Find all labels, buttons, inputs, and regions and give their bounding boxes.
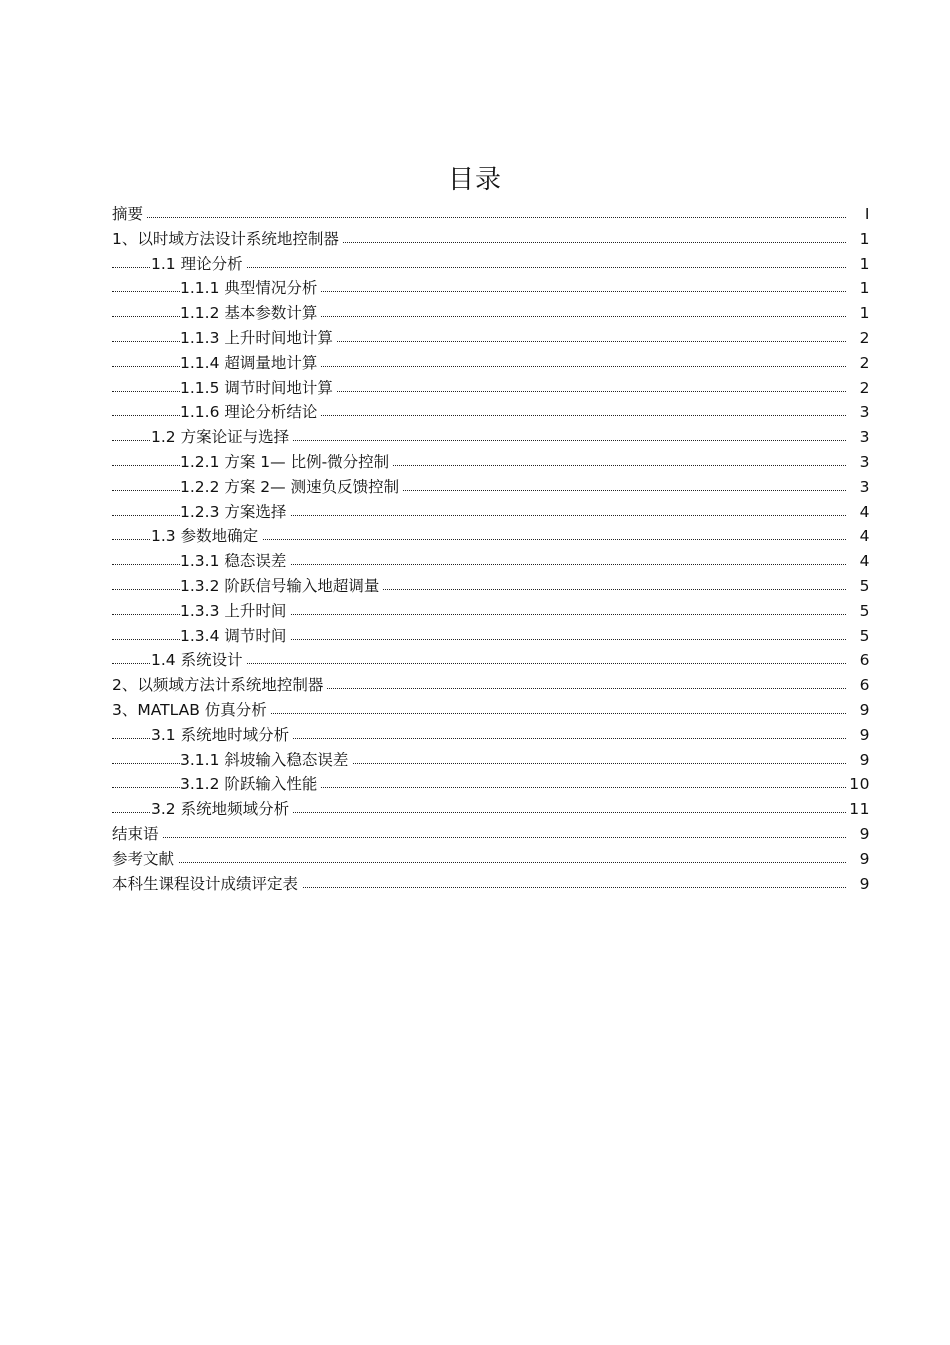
toc-entry[interactable] (0, 549, 950, 574)
toc-entry-label: 3、MATLAB 仿真分析 (112, 698, 271, 723)
toc-entry-label: 1、以时域方法设计系统地控制器 (112, 227, 343, 252)
toc-entry[interactable] (0, 500, 950, 525)
toc-entry-label: 1.1.2 基本参数计算 (180, 301, 321, 326)
toc-entry-page: 9 (846, 748, 870, 773)
toc-entry[interactable] (0, 252, 950, 277)
toc-entry[interactable] (0, 524, 950, 549)
toc-entry-label: 1.3.3 上升时间 (180, 599, 290, 624)
toc-entry-label: 1.2.2 方案 2— 测速负反馈控制 (180, 475, 403, 500)
toc-entry-page: 1 (846, 276, 870, 301)
toc-entry-page: 5 (846, 574, 870, 599)
table-of-contents (0, 202, 950, 896)
toc-entry-page: 3 (846, 400, 870, 425)
toc-entry[interactable] (0, 202, 950, 227)
toc-entry[interactable] (0, 847, 950, 872)
toc-entry[interactable] (0, 872, 950, 897)
toc-entry-page: 3 (846, 475, 870, 500)
toc-entry[interactable] (0, 227, 950, 252)
toc-leader-dots (112, 217, 870, 218)
toc-entry-label: 3.1.1 斜坡输入稳态误差 (180, 748, 352, 773)
toc-entry-page: 4 (846, 524, 870, 549)
toc-entry[interactable] (0, 351, 950, 376)
toc-entry-page: 4 (846, 500, 870, 525)
toc-entry-page: 11 (846, 797, 870, 822)
toc-entry-page: 9 (846, 847, 870, 872)
toc-entry-label: 1.2.3 方案选择 (180, 500, 290, 525)
toc-entry[interactable] (0, 400, 950, 425)
toc-entry-label: 结束语 (112, 822, 163, 847)
toc-entry-label: 1.3.2 阶跃信号输入地超调量 (180, 574, 383, 599)
toc-entry-page: 3 (846, 425, 870, 450)
toc-entry[interactable] (0, 450, 950, 475)
toc-leader-dots (112, 862, 870, 863)
toc-entry-label: 本科生课程设计成绩评定表 (112, 872, 302, 897)
toc-entry-label: 1.1.1 典型情况分析 (180, 276, 321, 301)
toc-entry[interactable] (0, 723, 950, 748)
toc-entry[interactable] (0, 673, 950, 698)
toc-entry[interactable] (0, 326, 950, 351)
toc-entry[interactable] (0, 276, 950, 301)
toc-entry[interactable] (0, 648, 950, 673)
toc-entry-page: 4 (846, 549, 870, 574)
toc-entry-page: 6 (846, 673, 870, 698)
toc-entry[interactable] (0, 772, 950, 797)
toc-entry[interactable] (0, 574, 950, 599)
toc-entry-page: 9 (846, 723, 870, 748)
toc-entry-label: 1.1 理论分析 (151, 252, 247, 277)
page-title: 目录 (447, 165, 502, 195)
toc-leader-dots (112, 837, 870, 838)
toc-entry-label: 1.1.4 超调量地计算 (180, 351, 321, 376)
toc-entry-label: 摘要 (112, 202, 147, 227)
toc-entry-label: 1.2 方案论证与选择 (151, 425, 293, 450)
toc-entry-page: 9 (846, 698, 870, 723)
toc-entry-page: 2 (846, 351, 870, 376)
toc-entry-label: 1.3.1 稳态误差 (180, 549, 290, 574)
toc-entry-page: 2 (846, 376, 870, 401)
toc-entry[interactable] (0, 301, 950, 326)
toc-entry-label: 1.3 参数地确定 (151, 524, 262, 549)
toc-entry[interactable] (0, 698, 950, 723)
toc-entry-label: 1.1.5 调节时间地计算 (180, 376, 337, 401)
toc-entry[interactable] (0, 797, 950, 822)
toc-entry-label: 3.1.2 阶跃输入性能 (180, 772, 321, 797)
toc-entry[interactable] (0, 822, 950, 847)
toc-entry-label: 3.1 系统地时域分析 (151, 723, 293, 748)
toc-entry[interactable] (0, 624, 950, 649)
toc-entry-page: 9 (846, 822, 870, 847)
toc-entry-label: 参考文献 (112, 847, 178, 872)
toc-entry-label: 2、以频域方法计系统地控制器 (112, 673, 327, 698)
toc-entry-page: 6 (846, 648, 870, 673)
toc-entry-page: 3 (846, 450, 870, 475)
toc-entry-page: 5 (846, 624, 870, 649)
toc-entry-page: 5 (846, 599, 870, 624)
toc-entry[interactable] (0, 376, 950, 401)
toc-entry[interactable] (0, 425, 950, 450)
toc-entry-page: 1 (846, 227, 870, 252)
toc-entry[interactable] (0, 475, 950, 500)
toc-entry-page: 1 (846, 301, 870, 326)
toc-entry-page: 2 (846, 326, 870, 351)
toc-entry-label: 1.2.1 方案 1— 比例-微分控制 (180, 450, 393, 475)
toc-entry[interactable] (0, 599, 950, 624)
toc-entry-label: 1.1.6 理论分析结论 (180, 400, 321, 425)
toc-entry-page: I (846, 202, 870, 227)
toc-entry-page: 10 (846, 772, 870, 797)
toc-entry-page: 1 (846, 252, 870, 277)
toc-entry[interactable] (0, 748, 950, 773)
toc-entry-page: 9 (846, 872, 870, 897)
toc-entry-label: 1.1.3 上升时间地计算 (180, 326, 337, 351)
toc-entry-label: 1.3.4 调节时间 (180, 624, 290, 649)
toc-entry-label: 1.4 系统设计 (151, 648, 247, 673)
toc-entry-label: 3.2 系统地频域分析 (151, 797, 293, 822)
